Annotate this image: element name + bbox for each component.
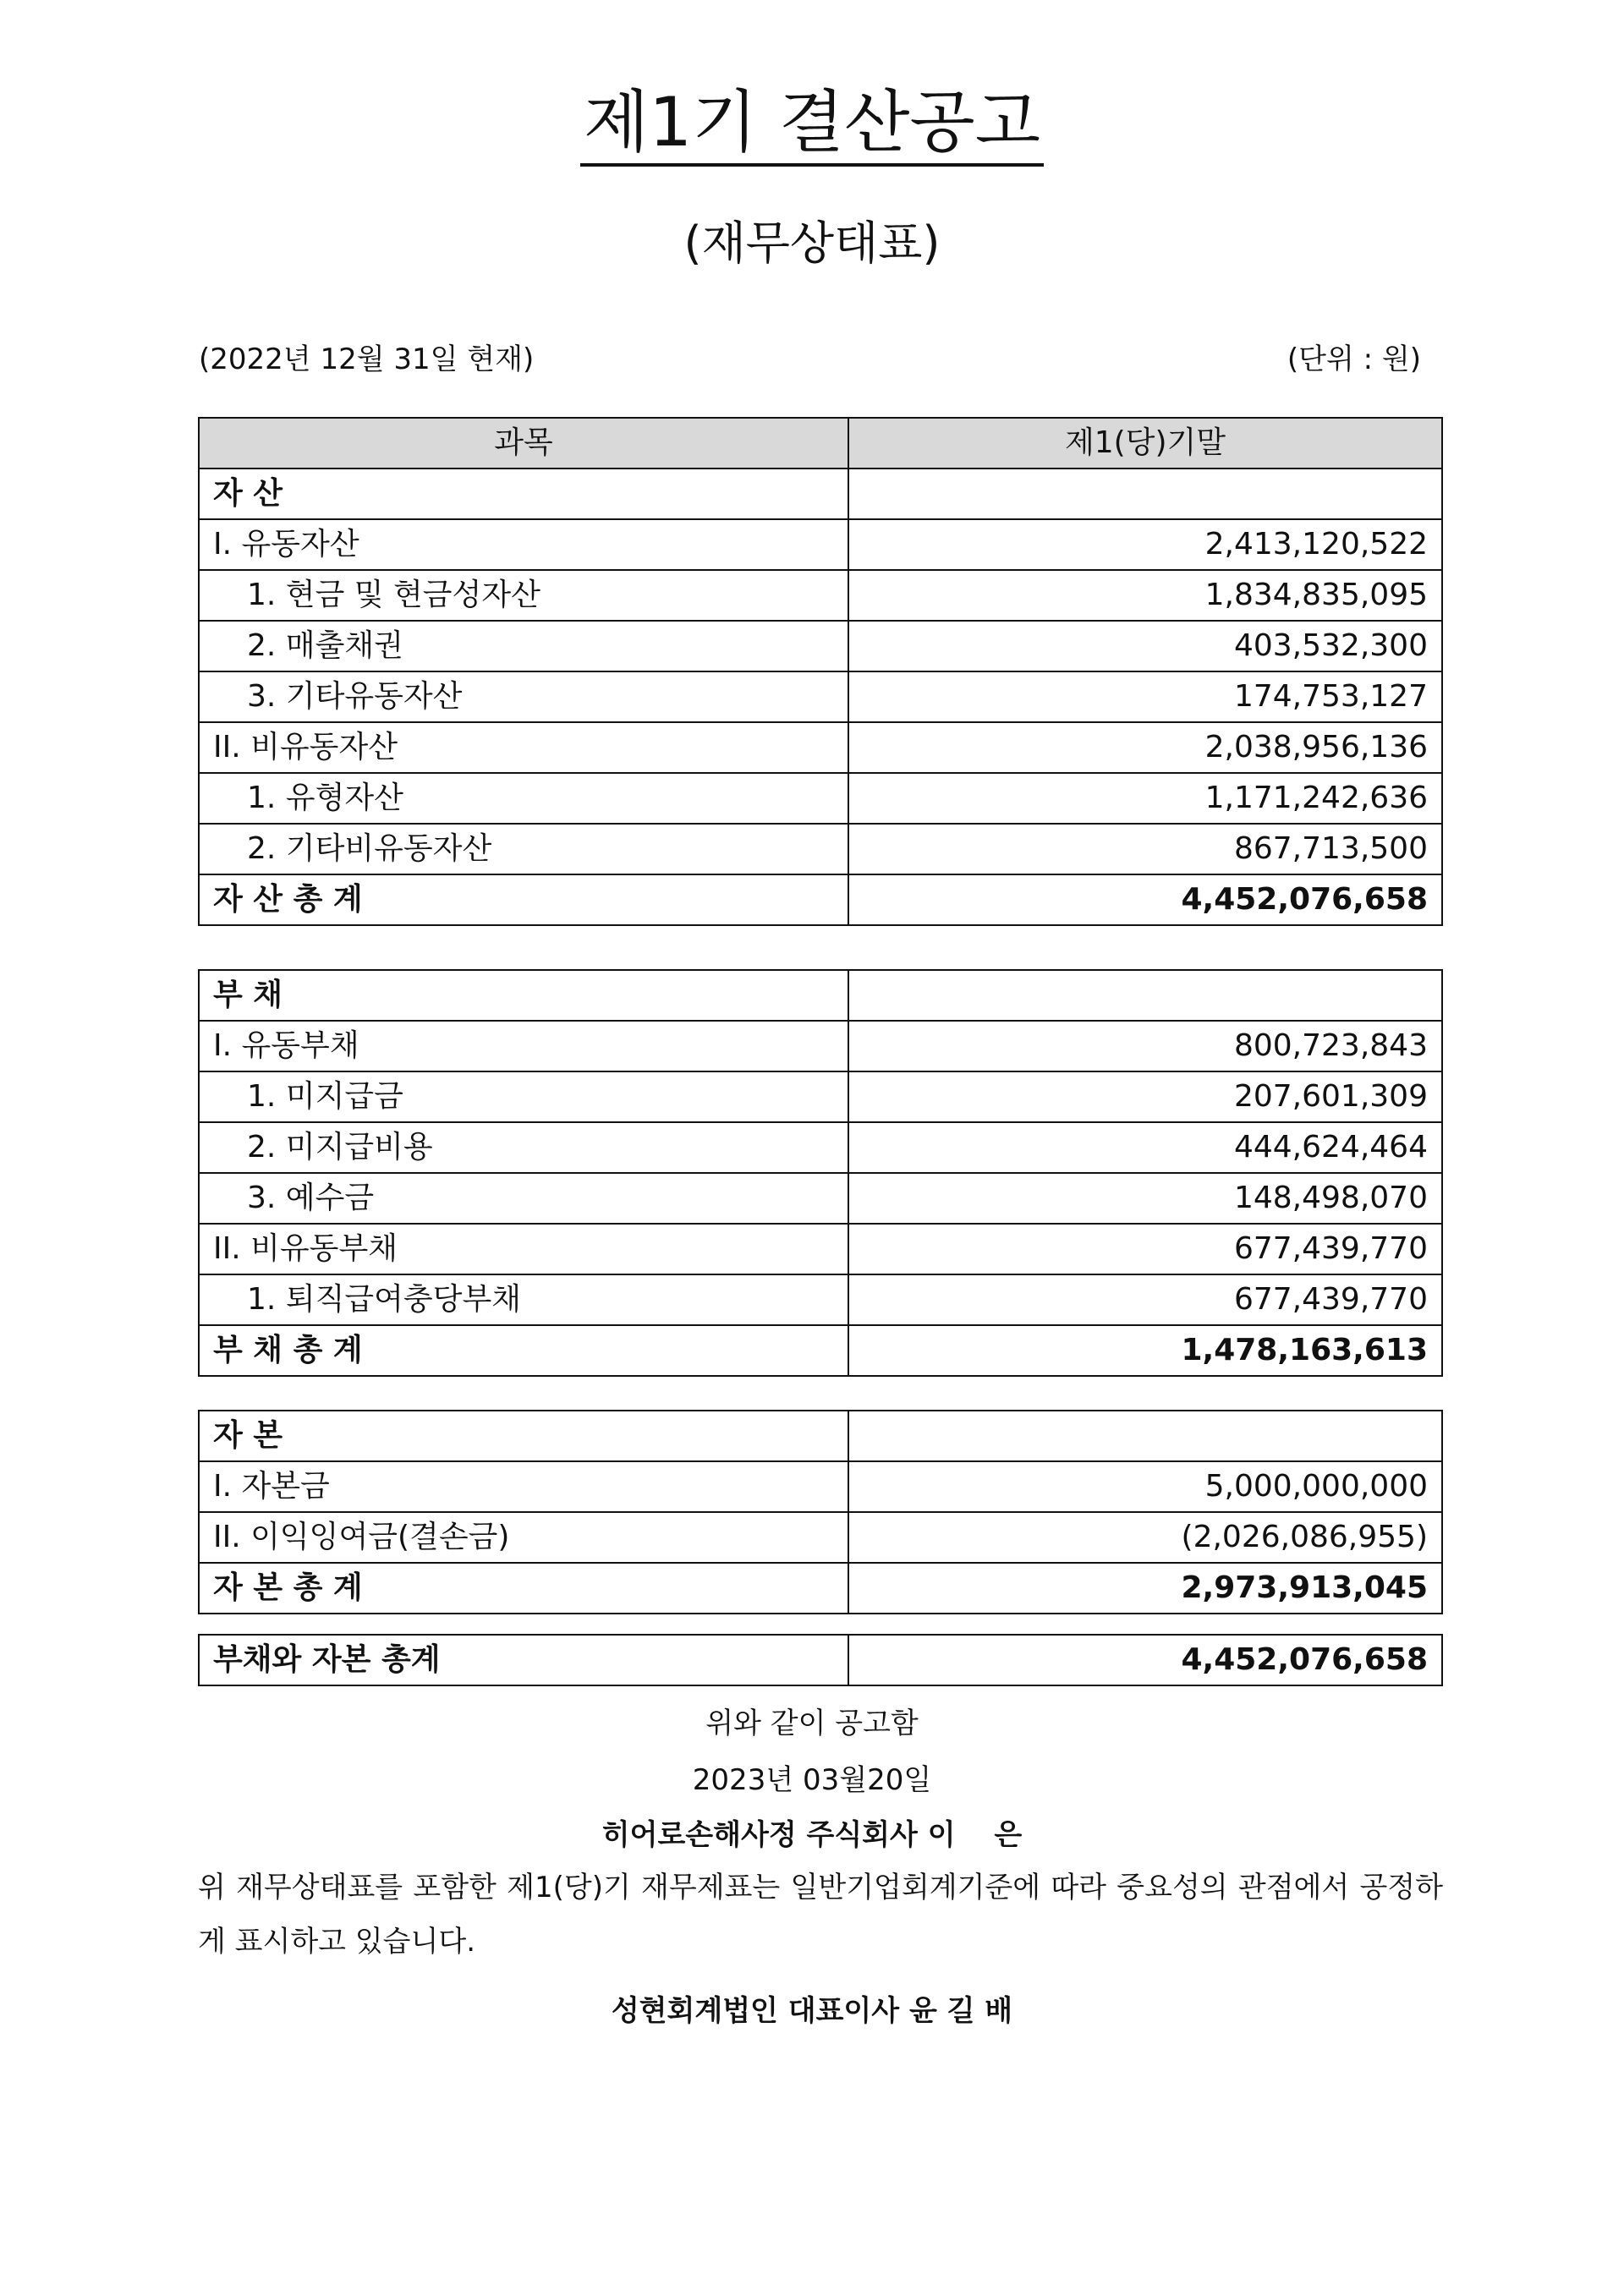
table-row bbox=[199, 519, 1442, 570]
row-value: 444,624,464 bbox=[848, 1122, 1442, 1173]
auditor-signature: 성현회계법인 대표이사 윤 길 배 bbox=[611, 1994, 1013, 2028]
row-label: 3. 예수금 bbox=[199, 1173, 848, 1224]
row-value: 148,498,070 bbox=[848, 1173, 1442, 1224]
liabilities-total-value: 1,478,163,613 bbox=[848, 1325, 1442, 1376]
notice-date: 2023년 03월20일 bbox=[692, 1763, 932, 1797]
report-meta bbox=[199, 338, 1421, 381]
table-row bbox=[199, 1021, 1442, 1071]
assets-table bbox=[198, 417, 1443, 926]
liabilities-table bbox=[198, 969, 1443, 1377]
grand-total-label: 부채와 자본 총계 bbox=[199, 1635, 848, 1685]
row-value: 1,171,242,636 bbox=[848, 773, 1442, 824]
equity-total-label: 자 본 총 계 bbox=[199, 1563, 848, 1614]
table-header bbox=[199, 418, 1442, 469]
row-label: 2. 매출채권 bbox=[199, 621, 848, 671]
row-label: 1. 미지급금 bbox=[199, 1071, 848, 1122]
document-subtitle: (재무상태표) bbox=[683, 216, 941, 270]
row-label: I. 유동자산 bbox=[199, 519, 848, 570]
row-value: (2,026,086,955) bbox=[848, 1512, 1442, 1563]
section-heading-row bbox=[199, 970, 1442, 1021]
row-value: 1,834,835,095 bbox=[848, 570, 1442, 621]
row-label: II. 비유동자산 bbox=[199, 722, 848, 773]
row-value: 2,413,120,522 bbox=[848, 519, 1442, 570]
row-value: 2,038,956,136 bbox=[848, 722, 1442, 773]
row-label: 2. 미지급비용 bbox=[199, 1122, 848, 1173]
row-label: II. 이익잉여금(결손금) bbox=[199, 1512, 848, 1563]
table-row bbox=[199, 1173, 1442, 1224]
notice-text: 위와 같이 공고함 bbox=[705, 1707, 919, 1740]
row-value: 867,713,500 bbox=[848, 824, 1442, 874]
table-row bbox=[199, 1512, 1442, 1563]
row-label: 1. 현금 및 현금성자산 bbox=[199, 570, 848, 621]
table-row bbox=[199, 773, 1442, 824]
header-period: 제1(당)기말 bbox=[848, 418, 1442, 469]
liabilities-heading: 부 채 bbox=[199, 970, 848, 1021]
table-row bbox=[199, 1071, 1442, 1122]
table-row bbox=[199, 570, 1442, 621]
table-row bbox=[199, 1274, 1442, 1325]
row-label: 3. 기타유동자산 bbox=[199, 671, 848, 722]
row-value: 800,723,843 bbox=[848, 1021, 1442, 1071]
row-value: 403,532,300 bbox=[848, 621, 1442, 671]
grand-total-value: 4,452,076,658 bbox=[848, 1635, 1442, 1685]
row-label: I. 자본금 bbox=[199, 1461, 848, 1512]
section-heading-row bbox=[199, 469, 1442, 519]
table-row bbox=[199, 824, 1442, 874]
row-label: I. 유동부채 bbox=[199, 1021, 848, 1071]
row-value: 5,000,000,000 bbox=[848, 1461, 1442, 1512]
table-row bbox=[199, 722, 1442, 773]
equity-table bbox=[198, 1410, 1443, 1614]
row-label: 2. 기타비유동자산 bbox=[199, 824, 848, 874]
document-title: 제1기 결산공고 bbox=[0, 80, 1624, 165]
row-value: 677,439,770 bbox=[848, 1224, 1442, 1274]
total-row bbox=[199, 874, 1442, 925]
table-row bbox=[199, 1461, 1442, 1512]
total-row bbox=[199, 1635, 1442, 1685]
row-label: 1. 유형자산 bbox=[199, 773, 848, 824]
row-label: 1. 퇴직급여충당부채 bbox=[199, 1274, 848, 1325]
assets-total-value: 4,452,076,658 bbox=[848, 874, 1442, 925]
total-row bbox=[199, 1325, 1442, 1376]
liabilities-total-label: 부 채 총 계 bbox=[199, 1325, 848, 1376]
equity-heading: 자 본 bbox=[199, 1411, 848, 1461]
table-row bbox=[199, 1122, 1442, 1173]
company-signature: 히어로손해사정 주식회사 이 은 bbox=[601, 1818, 1023, 1852]
table-row bbox=[199, 621, 1442, 671]
report-date: (2022년 12월 31일 현재) bbox=[199, 342, 535, 376]
row-value: 174,753,127 bbox=[848, 671, 1442, 722]
row-value: 207,601,309 bbox=[848, 1071, 1442, 1122]
total-row bbox=[199, 1563, 1442, 1614]
section-heading-row bbox=[199, 1411, 1442, 1461]
row-value: 677,439,770 bbox=[848, 1274, 1442, 1325]
unit-label: (단위 : 원) bbox=[1287, 342, 1421, 376]
header-account: 과목 bbox=[199, 418, 848, 469]
table-row bbox=[199, 671, 1442, 722]
assets-heading: 자 산 bbox=[199, 469, 848, 519]
audit-opinion: 위 재무상태표를 포함한 제1(당)기 재무제표는 일반기업회계기준에 따라 중요성의 관점에서 공정하게 표시하고 있습니다. bbox=[198, 1871, 1443, 1959]
grand-total-table bbox=[198, 1634, 1443, 1686]
assets-total-label: 자 산 총 계 bbox=[199, 874, 848, 925]
row-label: II. 비유동부채 bbox=[199, 1224, 848, 1274]
equity-total-value: 2,973,913,045 bbox=[848, 1563, 1442, 1614]
table-row bbox=[199, 1224, 1442, 1274]
